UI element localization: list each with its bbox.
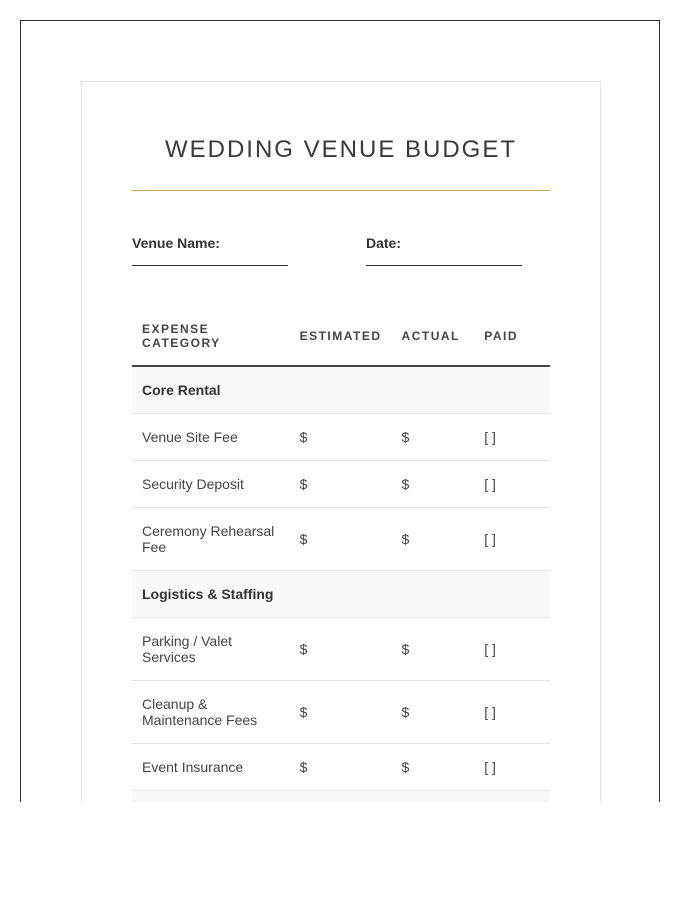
actual-cell: $ xyxy=(392,414,475,461)
section-label: Logistics & Staffing xyxy=(132,571,550,618)
header-estimated: ESTIMATED xyxy=(290,307,392,366)
paid-checkbox: [ ] xyxy=(474,508,550,571)
actual-cell: $ xyxy=(392,508,475,571)
title-divider xyxy=(132,190,550,191)
table-row xyxy=(132,744,550,791)
table-row xyxy=(132,508,550,571)
table-row xyxy=(132,461,550,508)
estimated-cell: $ xyxy=(290,414,392,461)
table-row xyxy=(132,618,550,681)
table-row xyxy=(132,414,550,461)
document-title: WEDDING VENUE BUDGET xyxy=(164,136,518,163)
table-header-row xyxy=(132,307,550,366)
page-frame xyxy=(20,20,660,802)
venue-name-blank-line xyxy=(132,265,288,267)
actual-cell: $ xyxy=(392,744,475,791)
section-row-core-rental xyxy=(132,366,550,414)
header-paid: PAID xyxy=(474,307,550,366)
budget-table xyxy=(132,307,550,802)
header-expense-category: EXPENSE CATEGORY xyxy=(132,307,290,366)
section-label: Core Rental xyxy=(132,366,550,414)
budget-sheet xyxy=(81,81,601,802)
actual-cell: $ xyxy=(392,681,475,744)
estimated-cell: $ xyxy=(290,681,392,744)
estimated-cell: $ xyxy=(290,461,392,508)
paid-checkbox: [ ] xyxy=(474,744,550,791)
estimated-cell: $ xyxy=(290,618,392,681)
expense-category-cell: Security Deposit xyxy=(132,461,290,508)
estimated-cell: $ xyxy=(290,508,392,571)
header-actual: ACTUAL xyxy=(392,307,475,366)
venue-name-field xyxy=(132,235,288,267)
expense-category-cell: Venue Site Fee xyxy=(132,414,290,461)
date-label: Date: xyxy=(366,235,402,251)
expense-category-cell: Parking / Valet Services xyxy=(132,618,290,681)
paid-checkbox: [ ] xyxy=(474,681,550,744)
date-blank-line xyxy=(366,265,522,267)
actual-cell: $ xyxy=(392,461,475,508)
table-row xyxy=(132,681,550,744)
expense-category-cell: Event Insurance xyxy=(132,744,290,791)
expense-category-cell: Ceremony Rehearsal Fee xyxy=(132,508,290,571)
paid-checkbox: [ ] xyxy=(474,461,550,508)
expense-category-cell: Cleanup & Maintenance Fees xyxy=(132,681,290,744)
date-field xyxy=(366,235,522,267)
venue-name-label: Venue Name: xyxy=(132,235,220,251)
section-row-logistics-staffing xyxy=(132,571,550,618)
paid-checkbox: [ ] xyxy=(474,414,550,461)
cut-off-row xyxy=(132,791,550,803)
actual-cell: $ xyxy=(392,618,475,681)
estimated-cell: $ xyxy=(290,744,392,791)
paid-checkbox: [ ] xyxy=(474,618,550,681)
